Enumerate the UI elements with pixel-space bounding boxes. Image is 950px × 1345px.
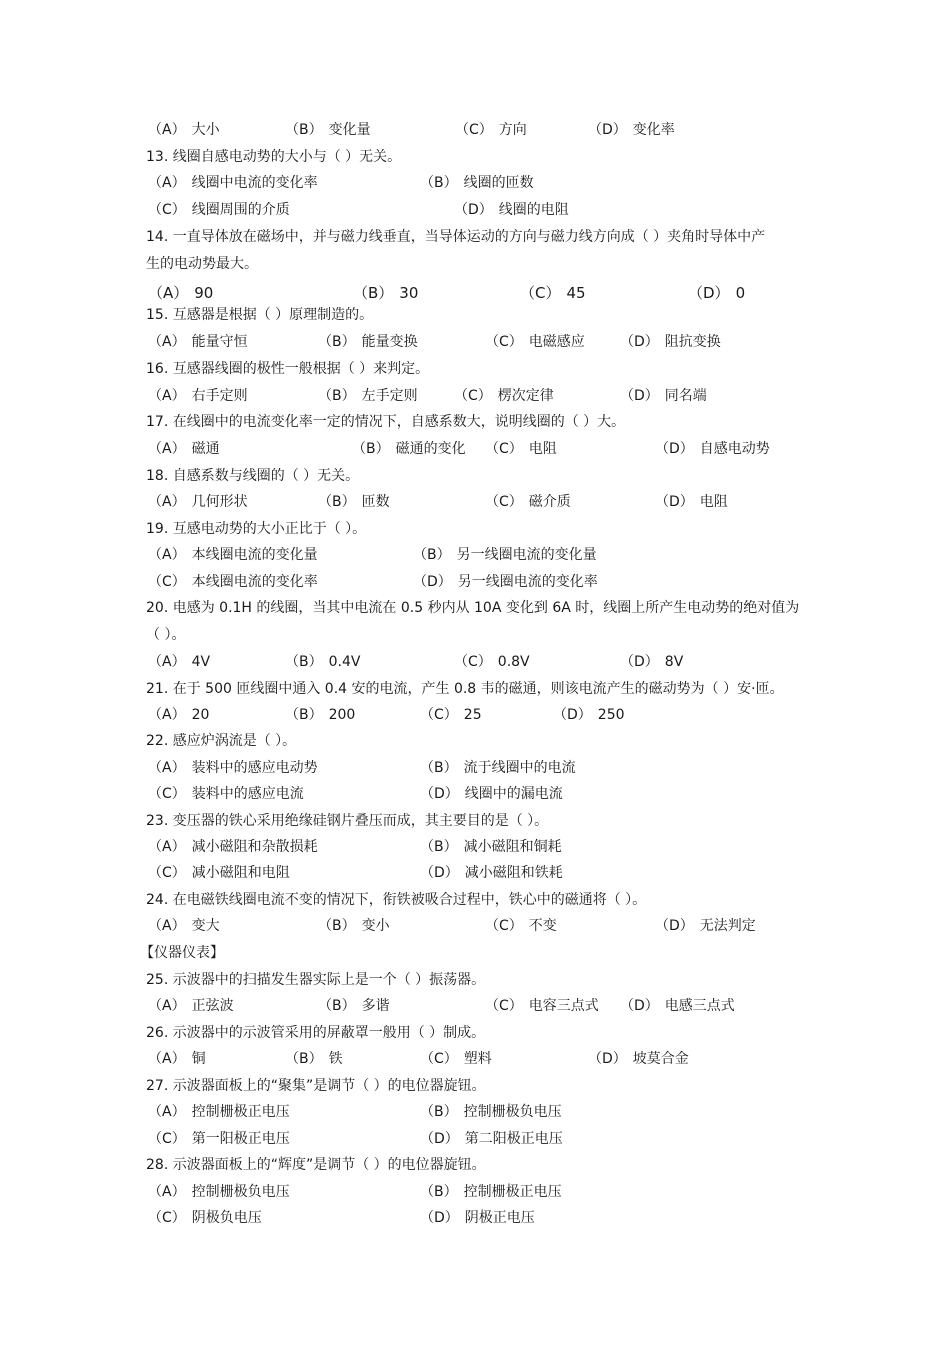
option-text: 装料中的感应电动势 (191, 760, 318, 776)
answer-option (285, 653, 360, 671)
option-label: （C） (420, 1051, 458, 1067)
option-text: 0.8V (497, 654, 530, 670)
option-label: （A） (148, 1051, 186, 1067)
option-label: （B） (353, 284, 394, 302)
answer-option (454, 201, 569, 219)
option-text: 变化量 (328, 122, 371, 138)
option-label: （D） (588, 122, 627, 138)
answer-option (318, 917, 390, 935)
option-label: （D） (620, 388, 659, 404)
answer-option (420, 1103, 562, 1121)
option-label: （D） (655, 441, 694, 457)
option-text: 0.4V (328, 654, 361, 670)
answer-option (148, 1209, 262, 1227)
answer-option (620, 653, 683, 671)
option-label: （C） (454, 388, 492, 404)
option-text: 控制栅极负电压 (463, 1104, 562, 1120)
answer-option (485, 917, 557, 935)
option-label: （D） (413, 574, 452, 590)
question-text: 13. 线圈自感电动势的大小与（ ）无关。 (146, 149, 402, 165)
option-text: 无法判定 (699, 918, 756, 934)
option-text: 正弦波 (191, 998, 234, 1014)
option-text: 电容三点式 (528, 998, 599, 1014)
answer-option (420, 864, 563, 882)
option-text: 变化率 (632, 122, 675, 138)
answer-option (485, 333, 585, 351)
option-text: 减小磁阻和杂散损耗 (191, 839, 318, 855)
option-label: （B） (420, 1184, 458, 1200)
answer-option (148, 440, 220, 458)
question-text: 19. 互感电动势的大小正比于（ ）。 (146, 521, 367, 537)
answer-option (148, 121, 220, 139)
answer-option (688, 284, 745, 302)
option-label: （A） (148, 1184, 186, 1200)
answer-option (285, 121, 371, 139)
option-label: （D） (620, 998, 659, 1014)
option-text: 匝数 (361, 494, 390, 510)
answer-option (420, 1209, 535, 1227)
answer-option (148, 864, 290, 882)
option-label: （A） (148, 918, 186, 934)
option-text: 250 (597, 707, 625, 723)
option-text: 流于线圈中的电流 (463, 760, 576, 776)
option-text: 第二阳极正电压 (464, 1131, 563, 1147)
answer-option (455, 121, 527, 139)
option-label: （B） (318, 918, 356, 934)
option-label: （C） (485, 998, 523, 1014)
answer-option (285, 706, 355, 724)
option-label: （A） (148, 654, 186, 670)
option-text: 本线圈电流的变化量 (191, 547, 318, 563)
option-text: 线圈的电阻 (498, 202, 569, 218)
option-label: （C） (148, 865, 186, 881)
question-text: （ ）。 (146, 627, 186, 643)
option-text: 方向 (498, 122, 527, 138)
answer-option (420, 785, 563, 803)
answer-option (620, 997, 735, 1015)
option-label: （D） (655, 494, 694, 510)
option-label: （A） (148, 760, 186, 776)
option-text: 另一线圈电流的变化量 (456, 547, 597, 563)
option-label: （D） (454, 202, 493, 218)
answer-option (352, 440, 466, 458)
option-label: （C） (485, 334, 523, 350)
answer-option (148, 917, 220, 935)
option-text: 线圈中的漏电流 (464, 786, 563, 802)
option-label: （C） (148, 1210, 186, 1226)
option-text: 线圈周围的介质 (191, 202, 290, 218)
option-text: 线圈中电流的变化率 (191, 175, 318, 191)
option-text: 阴极正电压 (464, 1210, 535, 1226)
answer-option (148, 653, 210, 671)
option-label: （B） (285, 654, 323, 670)
question-text: 24. 在电磁铁线圈电流不变的情况下，衔铁被吸合过程中，铁心中的磁通将（ ）。 (146, 892, 647, 908)
option-label: （D） (655, 918, 694, 934)
answer-option (655, 493, 728, 511)
option-text: 楞次定律 (497, 388, 554, 404)
option-label: （B） (318, 388, 356, 404)
option-text: 大小 (191, 122, 220, 138)
option-text: 控制栅极正电压 (463, 1184, 562, 1200)
option-text: 30 (399, 284, 419, 302)
option-label: （C） (520, 284, 561, 302)
option-text: 变大 (191, 918, 220, 934)
option-label: （A） (148, 1104, 186, 1120)
option-label: （C） (148, 786, 186, 802)
answer-option (318, 387, 418, 405)
option-text: 电阻 (699, 494, 728, 510)
option-label: （B） (352, 441, 390, 457)
option-label: （A） (148, 547, 186, 563)
option-text: 控制栅极正电压 (191, 1104, 290, 1120)
option-label: （D） (588, 1051, 627, 1067)
answer-option (655, 440, 770, 458)
option-label: （C） (148, 202, 186, 218)
option-text: 几何形状 (191, 494, 248, 510)
option-label: （C） (455, 122, 493, 138)
answer-option (148, 838, 318, 856)
option-text: 阻抗变换 (664, 334, 721, 350)
answer-option (485, 493, 571, 511)
option-label: （C） (485, 494, 523, 510)
option-text: 塑料 (463, 1051, 492, 1067)
option-text: 能量变换 (361, 334, 418, 350)
option-text: 左手定则 (361, 388, 418, 404)
option-text: 25 (463, 707, 482, 723)
answer-option (620, 387, 707, 405)
answer-option (420, 174, 534, 192)
answer-option (318, 997, 390, 1015)
answer-option (148, 1103, 290, 1121)
question-text: 23. 变压器的铁心采用绝缘硅钢片叠压而成，其主要目的是（ ）。 (146, 813, 549, 829)
option-text: 磁介质 (528, 494, 571, 510)
question-text: 14. 一直导体放在磁场中，并与磁力线垂直，当导体运动的方向与磁力线方向成（ ）夹角时导体中产 (146, 229, 766, 245)
option-text: 4V (191, 654, 211, 670)
answer-option (285, 1050, 343, 1068)
answer-option (148, 573, 318, 591)
option-label: （B） (285, 1051, 323, 1067)
option-label: （C） (148, 1131, 186, 1147)
option-label: （C） (485, 441, 523, 457)
question-text: 17. 在线圈中的电流变化率一定的情况下，自感系数大，说明线圈的（ ）大。 (146, 414, 626, 430)
option-text: 装料中的感应电流 (191, 786, 304, 802)
answer-option (148, 759, 318, 777)
answer-option (620, 333, 721, 351)
option-text: 电感三点式 (664, 998, 735, 1014)
question-text: 生的电动势最大。 (146, 256, 258, 272)
option-label: （A） (148, 388, 186, 404)
answer-option (148, 1183, 290, 1201)
option-label: （D） (688, 284, 730, 302)
option-text: 电阻 (528, 441, 557, 457)
question-text: 18. 自感系数与线圈的（ ）无关。 (146, 468, 360, 484)
option-label: （D） (620, 334, 659, 350)
option-label: （C） (485, 918, 523, 934)
option-label: （C） (454, 654, 492, 670)
option-text: 阴极负电压 (191, 1210, 262, 1226)
answer-option (588, 1050, 689, 1068)
answer-option (148, 706, 209, 724)
option-label: （B） (420, 760, 458, 776)
option-text: 0 (735, 284, 746, 302)
answer-option (420, 1130, 563, 1148)
option-label: （D） (420, 1210, 459, 1226)
option-label: （B） (285, 122, 323, 138)
answer-option (553, 706, 625, 724)
question-text: 27. 示波器面板上的“聚集”是调节（ ）的电位器旋钮。 (146, 1078, 486, 1094)
option-label: （B） (413, 547, 451, 563)
answer-option (454, 653, 530, 671)
answer-option (148, 284, 213, 302)
option-label: （D） (620, 654, 659, 670)
option-text: 铁 (328, 1051, 343, 1067)
option-text: 变小 (361, 918, 390, 934)
answer-option (655, 917, 756, 935)
question-text: 16. 互感器线圈的极性一般根据（ ）来判定。 (146, 361, 430, 377)
answer-option (420, 1050, 492, 1068)
question-text: 22. 感应炉涡流是（ ）。 (146, 733, 297, 749)
option-label: （B） (285, 707, 323, 723)
option-text: 自感电动势 (699, 441, 770, 457)
answer-option (148, 201, 290, 219)
option-label: （A） (148, 839, 186, 855)
option-label: （B） (318, 998, 356, 1014)
option-text: 同名端 (664, 388, 707, 404)
option-label: （D） (420, 786, 459, 802)
option-label: （A） (148, 334, 186, 350)
option-text: 90 (194, 284, 214, 302)
option-label: （A） (148, 284, 189, 302)
option-text: 线圈的匝数 (463, 175, 534, 191)
answer-option (420, 838, 562, 856)
answer-option (353, 284, 418, 302)
option-text: 坡莫合金 (632, 1051, 689, 1067)
option-text: 减小磁阻和铜耗 (463, 839, 562, 855)
option-label: （D） (553, 707, 592, 723)
answer-option (148, 1130, 290, 1148)
option-label: （D） (420, 1131, 459, 1147)
option-text: 8V (664, 654, 684, 670)
answer-option (148, 1050, 206, 1068)
option-text: 45 (566, 284, 586, 302)
question-text: 15. 互感器是根据（ ）原理制造的。 (146, 307, 374, 323)
option-text: 磁通的变化 (395, 441, 466, 457)
answer-option (520, 284, 586, 302)
option-label: （A） (148, 441, 186, 457)
answer-option (318, 493, 390, 511)
answer-option (318, 333, 418, 351)
answer-option (420, 759, 576, 777)
option-label: （B） (318, 494, 356, 510)
option-label: （A） (148, 122, 186, 138)
option-text: 减小磁阻和电阻 (191, 865, 290, 881)
option-label: （B） (420, 175, 458, 191)
option-label: （A） (148, 707, 186, 723)
option-text: 控制栅极负电压 (191, 1184, 290, 1200)
answer-option (148, 997, 234, 1015)
answer-option (148, 546, 318, 564)
option-text: 磁通 (191, 441, 220, 457)
option-text: 另一线圈电流的变化率 (457, 574, 598, 590)
answer-option (454, 387, 554, 405)
option-text: 铜 (191, 1051, 206, 1067)
answer-option (413, 573, 598, 591)
option-label: （C） (420, 707, 458, 723)
option-text: 200 (328, 707, 356, 723)
option-text: 多谐 (361, 998, 390, 1014)
answer-option (485, 997, 599, 1015)
question-text: 21. 在于 500 匝线圈中通入 0.4 安的电流，产生 0.8 韦的磁通，则该电流产生的磁动势为（ ）安·匝。 (146, 681, 784, 697)
answer-option (588, 121, 675, 139)
answer-option (420, 1183, 562, 1201)
answer-option (148, 333, 248, 351)
answer-option (148, 493, 248, 511)
option-label: （A） (148, 175, 186, 191)
option-label: （A） (148, 998, 186, 1014)
option-text: 20 (191, 707, 210, 723)
option-label: （C） (148, 574, 186, 590)
question-text: 【仪器仪表】 (140, 945, 224, 961)
option-text: 不变 (528, 918, 557, 934)
answer-option (148, 387, 248, 405)
option-text: 减小磁阻和铁耗 (464, 865, 563, 881)
option-label: （D） (420, 865, 459, 881)
option-label: （B） (420, 839, 458, 855)
option-label: （A） (148, 494, 186, 510)
answer-option (413, 546, 597, 564)
answer-option (420, 706, 482, 724)
option-text: 本线圈电流的变化率 (191, 574, 318, 590)
answer-option (148, 785, 304, 803)
option-label: （B） (318, 334, 356, 350)
option-text: 电磁感应 (528, 334, 585, 350)
option-text: 能量守恒 (191, 334, 248, 350)
option-label: （B） (420, 1104, 458, 1120)
answer-option (485, 440, 557, 458)
question-text: 20. 电感为 0.1H 的线圈，当其中电流在 0.5 秒内从 10A 变化到 6A 时，线圈上所产生电动势的绝对值为 (146, 600, 800, 616)
question-text: 26. 示波器中的示波管采用的屏蔽罩一般用（ ）制成。 (146, 1025, 486, 1041)
option-text: 右手定则 (191, 388, 248, 404)
option-text: 第一阳极正电压 (191, 1131, 290, 1147)
question-text: 28. 示波器面板上的“辉度”是调节（ ）的电位器旋钮。 (146, 1157, 486, 1173)
answer-option (148, 174, 318, 192)
question-text: 25. 示波器中的扫描发生器实际上是一个（ ）振荡器。 (146, 972, 486, 988)
